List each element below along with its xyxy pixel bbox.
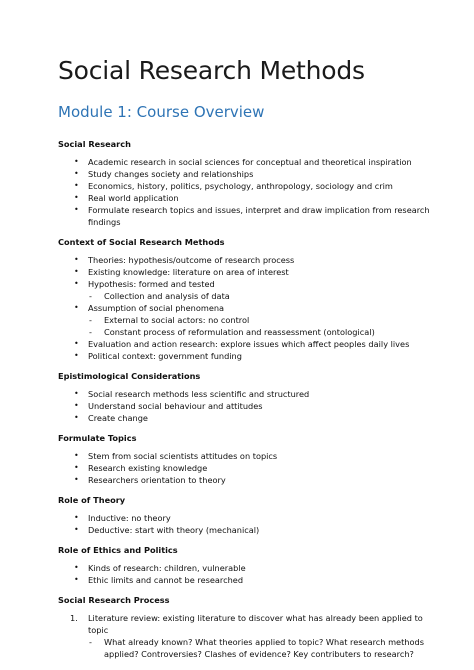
section-formulate-topics xyxy=(58,433,434,486)
bullet-icon: • xyxy=(74,169,79,178)
bullet-list xyxy=(58,254,434,362)
sub-list-item xyxy=(58,636,434,660)
bullet-list xyxy=(58,156,434,228)
list-item-text: Deductive: start with theory (mechanical) xyxy=(88,525,260,535)
list-item-text: Stem from social scientists attitudes on topics xyxy=(88,451,278,461)
bullet-icon: • xyxy=(74,279,79,288)
section-heading: Epistimological Considerations xyxy=(58,371,201,381)
section-heading: Formulate Topics xyxy=(58,433,137,443)
list-item-text: Literature review: existing literature to discover what has already been applied to topic xyxy=(88,613,423,635)
bullet-icon: • xyxy=(74,255,79,264)
dash-icon: - xyxy=(89,327,92,337)
section-role-of-theory xyxy=(58,495,434,536)
list-item xyxy=(58,462,434,474)
bullet-list xyxy=(58,450,434,486)
list-item xyxy=(58,192,434,204)
bullet-icon: • xyxy=(74,563,79,572)
list-item xyxy=(58,450,434,462)
bullet-icon: • xyxy=(74,413,79,422)
bullet-list xyxy=(58,512,434,536)
list-number: 1. xyxy=(70,613,78,623)
section-role-of-ethics-and-politics xyxy=(58,545,434,586)
bullet-icon: • xyxy=(74,401,79,410)
list-item-text: Academic research in social sciences for conceptual and theoretical inspiration xyxy=(88,157,412,167)
module-subtitle: Module 1: Course Overview xyxy=(58,103,265,121)
bullet-icon: • xyxy=(74,205,79,214)
list-item xyxy=(58,302,434,314)
list-item-text: Economics, history, politics, psychology, anthropology, sociology and crim xyxy=(88,181,393,191)
bullet-icon: • xyxy=(74,575,79,584)
list-item xyxy=(58,278,434,290)
dash-icon: - xyxy=(89,291,92,301)
bullet-icon: • xyxy=(74,463,79,472)
bullet-list xyxy=(58,562,434,586)
list-item xyxy=(58,524,434,536)
list-item-text: Theories: hypothesis/outcome of research process xyxy=(88,255,295,265)
document-title: Social Research Methods xyxy=(58,56,365,85)
list-item-text: Ethic limits and cannot be researched xyxy=(88,575,244,585)
list-item xyxy=(58,168,434,180)
section-social-research xyxy=(58,139,434,228)
bullet-icon: • xyxy=(74,475,79,484)
list-item-text: Study changes society and relationships xyxy=(88,169,254,179)
list-item-text: Kinds of research: children, vulnerable xyxy=(88,563,246,573)
bullet-icon: • xyxy=(74,303,79,312)
list-item xyxy=(58,388,434,400)
list-item xyxy=(58,612,434,636)
list-item xyxy=(58,400,434,412)
list-item xyxy=(58,474,434,486)
sub-list-item xyxy=(58,290,434,302)
dash-icon: - xyxy=(89,637,92,647)
list-item-text: Existing knowledge: literature on area of interest xyxy=(88,267,289,277)
sub-list-item-text: Collection and analysis of data xyxy=(104,291,230,301)
section-heading: Role of Ethics and Politics xyxy=(58,545,178,555)
list-item xyxy=(58,338,434,350)
section-heading: Social Research xyxy=(58,139,131,149)
sub-list-item-text: What already known? What theories applied to topic? What research methods applied? Controversies? Clashes of evidence? Key contributers to research? xyxy=(104,637,424,659)
list-item xyxy=(58,562,434,574)
dash-icon: - xyxy=(89,315,92,325)
section-epistimological-considerations xyxy=(58,371,434,424)
list-item-text: Assumption of social phenomena xyxy=(88,303,225,313)
list-item xyxy=(58,204,434,228)
list-item-text: Research existing knowledge xyxy=(88,463,208,473)
numbered-list xyxy=(58,612,434,660)
bullet-list xyxy=(58,388,434,424)
list-item xyxy=(58,350,434,362)
list-item-text: Real world application xyxy=(88,193,179,203)
list-item-text: Create change xyxy=(88,413,148,423)
list-item-text: Social research methods less scientific and structured xyxy=(88,389,310,399)
list-item xyxy=(58,412,434,424)
sub-list-item xyxy=(58,326,434,338)
list-item xyxy=(58,156,434,168)
list-item-text: Evaluation and action research: explore issues which affect peoples daily lives xyxy=(88,339,410,349)
list-item-text: Formulate research topics and issues, interpret and draw implication from research findings xyxy=(88,205,430,227)
bullet-icon: • xyxy=(74,267,79,276)
section-context-of-social-research-methods xyxy=(58,237,434,362)
bullet-icon: • xyxy=(74,525,79,534)
section-heading: Role of Theory xyxy=(58,495,126,505)
list-item xyxy=(58,254,434,266)
sections-container xyxy=(58,139,434,660)
sub-list-item-text: External to social actors: no control xyxy=(104,315,250,325)
section-heading: Social Research Process xyxy=(58,595,170,605)
bullet-icon: • xyxy=(74,351,79,360)
list-item xyxy=(58,180,434,192)
sub-list-item-text: Constant process of reformulation and reassessment (ontological) xyxy=(104,327,375,337)
list-item xyxy=(58,266,434,278)
list-item-text: Inductive: no theory xyxy=(88,513,171,523)
list-item xyxy=(58,574,434,586)
list-item-text: Understand social behaviour and attitudes xyxy=(88,401,263,411)
bullet-icon: • xyxy=(74,389,79,398)
list-item xyxy=(58,512,434,524)
section-social-research-process xyxy=(58,595,434,660)
list-item-text: Hypothesis: formed and tested xyxy=(88,279,215,289)
list-item-text: Researchers orientation to theory xyxy=(88,475,226,485)
bullet-icon: • xyxy=(74,157,79,166)
bullet-icon: • xyxy=(74,339,79,348)
section-heading: Context of Social Research Methods xyxy=(58,237,225,247)
list-item-text: Political context: government funding xyxy=(88,351,242,361)
sub-list-item xyxy=(58,314,434,326)
bullet-icon: • xyxy=(74,513,79,522)
bullet-icon: • xyxy=(74,451,79,460)
bullet-icon: • xyxy=(74,193,79,202)
bullet-icon: • xyxy=(74,181,79,190)
